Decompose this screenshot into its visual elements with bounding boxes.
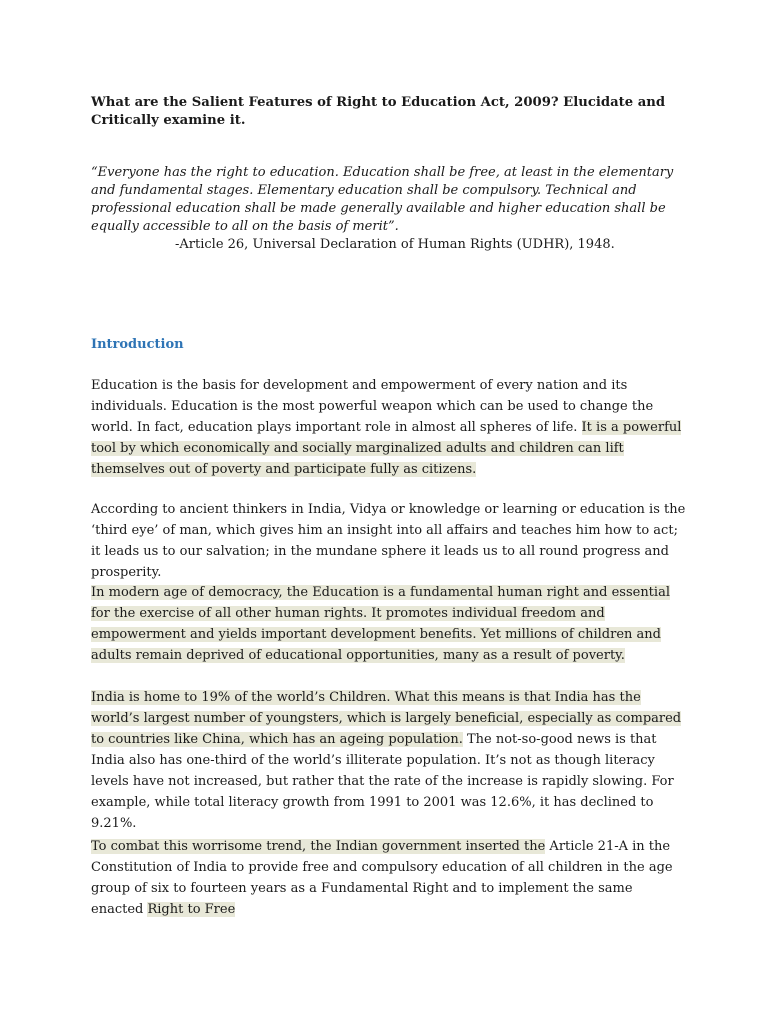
highlighted-text: In modern age of democracy, the Education is a fundamental human right and essential for the exercise of all other human rights. It promotes individual freedom and empowerment and yields important development benefits. Yet millions of children and adults remain deprived of educational opportunities, many as a result of poverty.	[91, 585, 670, 663]
paragraph-text: Education is the basis for development and empowerment of every nation and its individuals. Education is the most powerful weapon which can be used to change the world. In fact, education plays important role in almost all spheres of life.	[91, 378, 654, 435]
quote-attribution: -Article 26, Universal Declaration of Human Rights (UDHR), 1948.	[175, 237, 615, 252]
paragraph-article-21a	[91, 836, 687, 920]
highlighted-text: Right to Free	[147, 902, 236, 917]
paragraph-text: According to ancient thinkers in India, Vidya or knowledge or learning or education is the ‘third eye’ of man, which gives him an insight into all affairs and teaches him how to act; it leads us to our salvation; in the mundane sphere it leads us to all round progress and prosperity.	[91, 502, 686, 580]
udhr-quote: “Everyone has the right to education. Education shall be free, at least in the elementary and fundamental stages. Elementary education shall be compulsory. Technical and professional education shall be made generally available and higher education shall be equally accessible to all on the basis of merit”.	[91, 165, 674, 234]
paragraph-india-children	[91, 687, 687, 834]
highlighted-text: It is a powerful tool by which economically and socially marginalized adults and children can lift themselves out of poverty and participate fully as citizens.	[91, 420, 682, 477]
paragraph-ancient-thinkers	[91, 499, 687, 583]
paragraph-education-basis	[91, 375, 687, 480]
highlighted-text: India is home to 19% of the world’s Children. What this means is that India has the world’s largest number of youngsters, which is largely beneficial, especially as compared to countries like China, which has an ageing population.	[91, 690, 682, 747]
paragraph-text: The not-so-good news is that India also has one-third of the world’s illiterate population. It’s not as though literacy levels have not increased, but rather that the rate of the increase is rapidly slowing. For example, while total literacy growth from 1991 to 2001 was 12.6%, it has declined to 9.21%.	[91, 732, 674, 831]
paragraph-text: Article 21-A in the Constitution of India to provide free and compulsory education of all children in the age group of six to fourteen years as a Fundamental Right and to implement the same enacted	[91, 839, 673, 917]
highlighted-text: To combat this worrisome trend, the Indian government inserted the	[91, 839, 546, 854]
paragraph-modern-democracy	[91, 582, 687, 666]
introduction-heading: Introduction	[91, 337, 184, 352]
document-title: What are the Salient Features of Right to Education Act, 2009? Elucidate and Critically examine it.	[91, 95, 666, 128]
